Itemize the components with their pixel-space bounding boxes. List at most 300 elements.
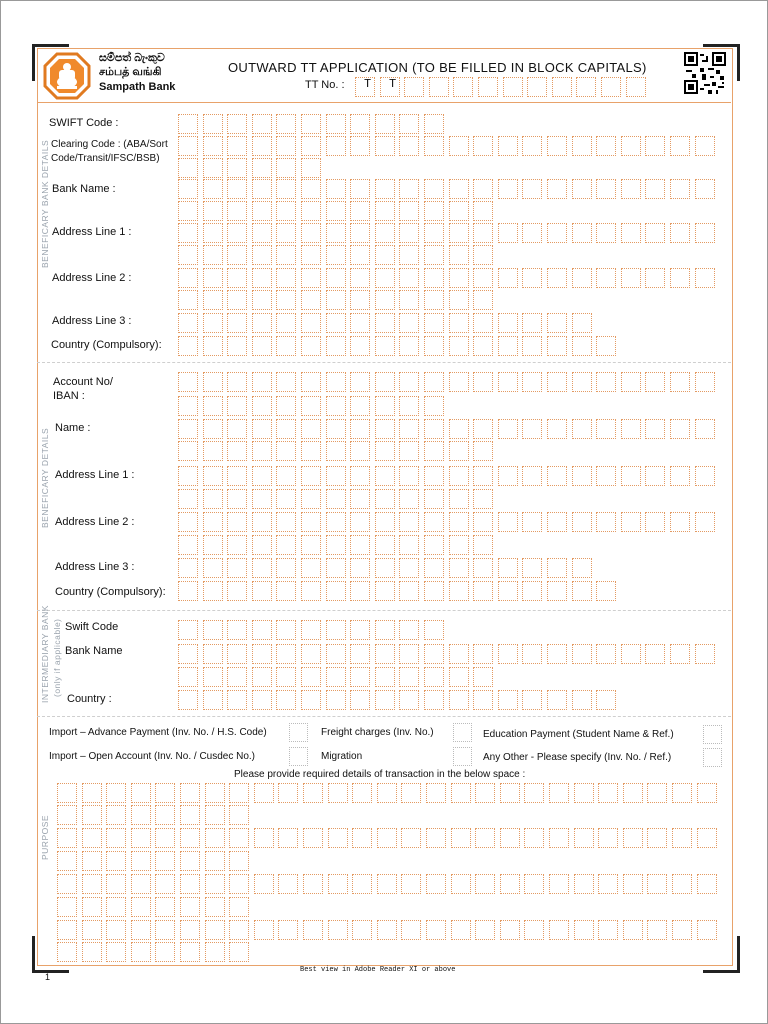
purpose-text-char-box[interactable] bbox=[451, 783, 471, 803]
bank-address-2-char-box[interactable] bbox=[252, 268, 272, 288]
beneficiary-address-2-char-box[interactable] bbox=[498, 512, 518, 532]
bank-address-2-char-box[interactable] bbox=[375, 290, 395, 310]
bank-country-char-box[interactable] bbox=[399, 336, 419, 356]
beneficiary-name-char-box[interactable] bbox=[498, 419, 518, 439]
bank-name-char-box[interactable] bbox=[276, 179, 296, 199]
beneficiary-address-3-char-box[interactable] bbox=[252, 558, 272, 578]
account-no-char-box[interactable] bbox=[276, 372, 296, 392]
purpose-text-char-box[interactable] bbox=[672, 874, 692, 894]
tt-no-char-box[interactable] bbox=[478, 77, 498, 97]
beneficiary-country-char-box[interactable] bbox=[350, 581, 370, 601]
purpose-text-char-box[interactable] bbox=[229, 805, 249, 825]
bank-address-1-char-box[interactable] bbox=[572, 223, 592, 243]
bank-clearing-char-box[interactable] bbox=[227, 158, 247, 178]
purpose-text-char-box[interactable] bbox=[598, 828, 618, 848]
purpose-text-char-box[interactable] bbox=[57, 942, 77, 962]
beneficiary-address-3-char-box[interactable] bbox=[473, 558, 493, 578]
purpose-text-char-box[interactable] bbox=[352, 828, 372, 848]
beneficiary-name-char-box[interactable] bbox=[178, 441, 198, 461]
purpose-text-char-box[interactable] bbox=[598, 783, 618, 803]
intermediary-bank-name-char-box[interactable] bbox=[596, 644, 616, 664]
bank-address-1-char-box[interactable] bbox=[621, 223, 641, 243]
bank-address-3-char-box[interactable] bbox=[203, 313, 223, 333]
bank-swift-char-box[interactable] bbox=[399, 114, 419, 134]
intermediary-swift-char-box[interactable] bbox=[227, 620, 247, 640]
bank-clearing-char-box[interactable] bbox=[596, 136, 616, 156]
intermediary-bank-name-char-box[interactable] bbox=[326, 644, 346, 664]
account-no-char-box[interactable] bbox=[227, 396, 247, 416]
bank-address-2-char-box[interactable] bbox=[424, 290, 444, 310]
intermediary-country-char-box[interactable] bbox=[276, 690, 296, 710]
beneficiary-name-char-box[interactable] bbox=[522, 419, 542, 439]
beneficiary-address-2-char-box[interactable] bbox=[276, 512, 296, 532]
bank-country-char-box[interactable] bbox=[572, 336, 592, 356]
purpose-text-char-box[interactable] bbox=[672, 828, 692, 848]
bank-address-2-char-box[interactable] bbox=[178, 290, 198, 310]
beneficiary-address-1-char-box[interactable] bbox=[522, 466, 542, 486]
bank-address-3-char-box[interactable] bbox=[498, 313, 518, 333]
account-no-char-box[interactable] bbox=[350, 372, 370, 392]
beneficiary-name-char-box[interactable] bbox=[350, 441, 370, 461]
purpose-text-char-box[interactable] bbox=[82, 874, 102, 894]
purpose-text-char-box[interactable] bbox=[254, 828, 274, 848]
bank-name-char-box[interactable] bbox=[178, 179, 198, 199]
beneficiary-address-3-char-box[interactable] bbox=[276, 558, 296, 578]
purpose-text-char-box[interactable] bbox=[672, 783, 692, 803]
bank-address-3-char-box[interactable] bbox=[572, 313, 592, 333]
purpose-text-char-box[interactable] bbox=[328, 828, 348, 848]
bank-name-char-box[interactable] bbox=[252, 179, 272, 199]
purpose-text-char-box[interactable] bbox=[229, 897, 249, 917]
bank-name-char-box[interactable] bbox=[178, 201, 198, 221]
bank-name-char-box[interactable] bbox=[252, 201, 272, 221]
beneficiary-address-1-char-box[interactable] bbox=[301, 489, 321, 509]
bank-name-char-box[interactable] bbox=[596, 179, 616, 199]
bank-name-char-box[interactable] bbox=[424, 179, 444, 199]
bank-address-2-char-box[interactable] bbox=[449, 290, 469, 310]
intermediary-bank-name-char-box[interactable] bbox=[473, 667, 493, 687]
beneficiary-name-char-box[interactable] bbox=[326, 419, 346, 439]
bank-address-3-char-box[interactable] bbox=[424, 313, 444, 333]
purpose-text-char-box[interactable] bbox=[426, 920, 446, 940]
intermediary-country-char-box[interactable] bbox=[178, 690, 198, 710]
bank-clearing-char-box[interactable] bbox=[670, 136, 690, 156]
purpose-text-char-box[interactable] bbox=[352, 920, 372, 940]
tt-no-char-box[interactable] bbox=[626, 77, 646, 97]
bank-address-1-char-box[interactable] bbox=[498, 223, 518, 243]
checkbox-freight[interactable] bbox=[453, 723, 472, 742]
bank-clearing-char-box[interactable] bbox=[178, 158, 198, 178]
purpose-text-char-box[interactable] bbox=[205, 920, 225, 940]
intermediary-country-char-box[interactable] bbox=[572, 690, 592, 710]
purpose-text-char-box[interactable] bbox=[500, 874, 520, 894]
bank-address-1-char-box[interactable] bbox=[350, 223, 370, 243]
bank-address-1-char-box[interactable] bbox=[424, 245, 444, 265]
bank-address-3-char-box[interactable] bbox=[301, 313, 321, 333]
purpose-text-char-box[interactable] bbox=[57, 851, 77, 871]
bank-address-1-char-box[interactable] bbox=[326, 245, 346, 265]
bank-address-1-char-box[interactable] bbox=[375, 245, 395, 265]
intermediary-bank-name-char-box[interactable] bbox=[449, 667, 469, 687]
intermediary-country-char-box[interactable] bbox=[498, 690, 518, 710]
purpose-text-char-box[interactable] bbox=[254, 874, 274, 894]
bank-country-char-box[interactable] bbox=[547, 336, 567, 356]
bank-address-2-char-box[interactable] bbox=[350, 268, 370, 288]
intermediary-country-char-box[interactable] bbox=[326, 690, 346, 710]
purpose-text-char-box[interactable] bbox=[155, 942, 175, 962]
intermediary-bank-name-char-box[interactable] bbox=[350, 644, 370, 664]
purpose-text-char-box[interactable] bbox=[106, 828, 126, 848]
beneficiary-name-char-box[interactable] bbox=[203, 419, 223, 439]
purpose-text-char-box[interactable] bbox=[574, 783, 594, 803]
purpose-text-char-box[interactable] bbox=[82, 942, 102, 962]
bank-address-2-char-box[interactable] bbox=[547, 268, 567, 288]
purpose-text-char-box[interactable] bbox=[57, 783, 77, 803]
bank-address-2-char-box[interactable] bbox=[645, 268, 665, 288]
beneficiary-address-2-char-box[interactable] bbox=[203, 512, 223, 532]
bank-address-1-char-box[interactable] bbox=[326, 223, 346, 243]
bank-name-char-box[interactable] bbox=[498, 179, 518, 199]
purpose-text-char-box[interactable] bbox=[131, 783, 151, 803]
bank-address-2-char-box[interactable] bbox=[522, 268, 542, 288]
bank-country-char-box[interactable] bbox=[301, 336, 321, 356]
beneficiary-name-char-box[interactable] bbox=[276, 419, 296, 439]
beneficiary-name-char-box[interactable] bbox=[473, 441, 493, 461]
purpose-text-char-box[interactable] bbox=[426, 874, 446, 894]
bank-address-1-char-box[interactable] bbox=[276, 245, 296, 265]
bank-clearing-char-box[interactable] bbox=[424, 136, 444, 156]
checkbox-education[interactable] bbox=[703, 725, 722, 744]
purpose-text-char-box[interactable] bbox=[475, 828, 495, 848]
beneficiary-country-char-box[interactable] bbox=[449, 581, 469, 601]
bank-name-char-box[interactable] bbox=[473, 201, 493, 221]
bank-swift-char-box[interactable] bbox=[276, 114, 296, 134]
account-no-char-box[interactable] bbox=[203, 396, 223, 416]
bank-clearing-char-box[interactable] bbox=[203, 136, 223, 156]
bank-swift-char-box[interactable] bbox=[326, 114, 346, 134]
bank-address-2-char-box[interactable] bbox=[621, 268, 641, 288]
purpose-text-char-box[interactable] bbox=[475, 874, 495, 894]
account-no-char-box[interactable] bbox=[695, 372, 715, 392]
tt-no-char-box[interactable] bbox=[503, 77, 523, 97]
account-no-char-box[interactable] bbox=[178, 396, 198, 416]
bank-clearing-char-box[interactable] bbox=[301, 158, 321, 178]
purpose-text-char-box[interactable] bbox=[155, 851, 175, 871]
beneficiary-name-char-box[interactable] bbox=[572, 419, 592, 439]
bank-country-char-box[interactable] bbox=[227, 336, 247, 356]
beneficiary-country-char-box[interactable] bbox=[572, 581, 592, 601]
beneficiary-address-3-char-box[interactable] bbox=[375, 558, 395, 578]
purpose-text-char-box[interactable] bbox=[229, 851, 249, 871]
beneficiary-address-2-char-box[interactable] bbox=[252, 512, 272, 532]
bank-country-char-box[interactable] bbox=[449, 336, 469, 356]
bank-clearing-char-box[interactable] bbox=[203, 158, 223, 178]
beneficiary-address-1-char-box[interactable] bbox=[301, 466, 321, 486]
account-no-char-box[interactable] bbox=[547, 372, 567, 392]
bank-address-1-char-box[interactable] bbox=[399, 245, 419, 265]
beneficiary-country-char-box[interactable] bbox=[276, 581, 296, 601]
intermediary-bank-name-char-box[interactable] bbox=[203, 644, 223, 664]
purpose-text-char-box[interactable] bbox=[82, 805, 102, 825]
purpose-text-char-box[interactable] bbox=[328, 783, 348, 803]
bank-address-2-char-box[interactable] bbox=[399, 268, 419, 288]
intermediary-bank-name-char-box[interactable] bbox=[178, 644, 198, 664]
beneficiary-address-1-char-box[interactable] bbox=[276, 489, 296, 509]
bank-clearing-char-box[interactable] bbox=[498, 136, 518, 156]
beneficiary-address-3-char-box[interactable] bbox=[203, 558, 223, 578]
beneficiary-address-2-char-box[interactable] bbox=[326, 535, 346, 555]
beneficiary-address-2-char-box[interactable] bbox=[227, 535, 247, 555]
purpose-text-char-box[interactable] bbox=[131, 828, 151, 848]
account-no-char-box[interactable] bbox=[326, 396, 346, 416]
bank-address-2-char-box[interactable] bbox=[178, 268, 198, 288]
purpose-text-char-box[interactable] bbox=[180, 897, 200, 917]
purpose-text-char-box[interactable] bbox=[131, 897, 151, 917]
purpose-text-char-box[interactable] bbox=[180, 942, 200, 962]
purpose-text-char-box[interactable] bbox=[647, 874, 667, 894]
beneficiary-address-2-char-box[interactable] bbox=[301, 535, 321, 555]
bank-address-2-char-box[interactable] bbox=[227, 268, 247, 288]
beneficiary-country-char-box[interactable] bbox=[227, 581, 247, 601]
bank-address-3-char-box[interactable] bbox=[178, 313, 198, 333]
beneficiary-address-2-char-box[interactable] bbox=[572, 512, 592, 532]
purpose-text-char-box[interactable] bbox=[131, 805, 151, 825]
bank-address-3-char-box[interactable] bbox=[399, 313, 419, 333]
purpose-text-char-box[interactable] bbox=[106, 942, 126, 962]
bank-clearing-char-box[interactable] bbox=[522, 136, 542, 156]
beneficiary-address-1-char-box[interactable] bbox=[326, 466, 346, 486]
bank-address-3-char-box[interactable] bbox=[522, 313, 542, 333]
beneficiary-address-1-char-box[interactable] bbox=[473, 489, 493, 509]
bank-address-1-char-box[interactable] bbox=[178, 245, 198, 265]
intermediary-bank-name-char-box[interactable] bbox=[498, 644, 518, 664]
tt-no-char-box[interactable] bbox=[380, 77, 400, 97]
bank-swift-char-box[interactable] bbox=[350, 114, 370, 134]
beneficiary-address-2-char-box[interactable] bbox=[276, 535, 296, 555]
bank-address-1-char-box[interactable] bbox=[424, 223, 444, 243]
beneficiary-address-2-char-box[interactable] bbox=[375, 535, 395, 555]
purpose-text-char-box[interactable] bbox=[623, 783, 643, 803]
bank-address-1-char-box[interactable] bbox=[449, 223, 469, 243]
purpose-text-char-box[interactable] bbox=[205, 851, 225, 871]
beneficiary-name-char-box[interactable] bbox=[645, 419, 665, 439]
beneficiary-country-char-box[interactable] bbox=[301, 581, 321, 601]
purpose-text-char-box[interactable] bbox=[229, 920, 249, 940]
intermediary-country-char-box[interactable] bbox=[203, 690, 223, 710]
intermediary-bank-name-char-box[interactable] bbox=[473, 644, 493, 664]
bank-address-2-char-box[interactable] bbox=[449, 268, 469, 288]
purpose-text-char-box[interactable] bbox=[131, 920, 151, 940]
beneficiary-address-2-char-box[interactable] bbox=[399, 535, 419, 555]
purpose-text-char-box[interactable] bbox=[278, 874, 298, 894]
bank-country-char-box[interactable] bbox=[473, 336, 493, 356]
account-no-char-box[interactable] bbox=[375, 396, 395, 416]
bank-clearing-char-box[interactable] bbox=[473, 136, 493, 156]
account-no-char-box[interactable] bbox=[621, 372, 641, 392]
beneficiary-address-1-char-box[interactable] bbox=[424, 466, 444, 486]
bank-country-char-box[interactable] bbox=[498, 336, 518, 356]
beneficiary-address-1-char-box[interactable] bbox=[695, 466, 715, 486]
intermediary-country-char-box[interactable] bbox=[227, 690, 247, 710]
bank-address-1-char-box[interactable] bbox=[178, 223, 198, 243]
purpose-text-char-box[interactable] bbox=[647, 920, 667, 940]
purpose-text-char-box[interactable] bbox=[180, 851, 200, 871]
intermediary-bank-name-char-box[interactable] bbox=[424, 644, 444, 664]
bank-country-char-box[interactable] bbox=[178, 336, 198, 356]
bank-country-char-box[interactable] bbox=[203, 336, 223, 356]
bank-name-char-box[interactable] bbox=[547, 179, 567, 199]
purpose-text-char-box[interactable] bbox=[278, 920, 298, 940]
beneficiary-address-2-char-box[interactable] bbox=[522, 512, 542, 532]
bank-swift-char-box[interactable] bbox=[178, 114, 198, 134]
intermediary-bank-name-char-box[interactable] bbox=[572, 644, 592, 664]
intermediary-swift-char-box[interactable] bbox=[252, 620, 272, 640]
account-no-char-box[interactable] bbox=[227, 372, 247, 392]
intermediary-country-char-box[interactable] bbox=[473, 690, 493, 710]
bank-name-char-box[interactable] bbox=[350, 201, 370, 221]
beneficiary-country-char-box[interactable] bbox=[473, 581, 493, 601]
bank-address-2-char-box[interactable] bbox=[227, 290, 247, 310]
bank-swift-char-box[interactable] bbox=[424, 114, 444, 134]
bank-clearing-char-box[interactable] bbox=[276, 136, 296, 156]
bank-address-2-char-box[interactable] bbox=[276, 290, 296, 310]
purpose-text-char-box[interactable] bbox=[205, 874, 225, 894]
beneficiary-address-3-char-box[interactable] bbox=[449, 558, 469, 578]
purpose-text-char-box[interactable] bbox=[155, 805, 175, 825]
bank-address-1-char-box[interactable] bbox=[547, 223, 567, 243]
purpose-text-char-box[interactable] bbox=[229, 942, 249, 962]
bank-name-char-box[interactable] bbox=[670, 179, 690, 199]
bank-address-2-char-box[interactable] bbox=[424, 268, 444, 288]
beneficiary-address-1-char-box[interactable] bbox=[449, 489, 469, 509]
beneficiary-address-2-char-box[interactable] bbox=[350, 512, 370, 532]
bank-address-2-char-box[interactable] bbox=[375, 268, 395, 288]
purpose-text-char-box[interactable] bbox=[278, 783, 298, 803]
intermediary-bank-name-char-box[interactable] bbox=[670, 644, 690, 664]
bank-name-char-box[interactable] bbox=[203, 201, 223, 221]
intermediary-bank-name-char-box[interactable] bbox=[695, 644, 715, 664]
purpose-text-char-box[interactable] bbox=[524, 920, 544, 940]
beneficiary-name-char-box[interactable] bbox=[276, 441, 296, 461]
beneficiary-address-2-char-box[interactable] bbox=[547, 512, 567, 532]
bank-name-char-box[interactable] bbox=[326, 179, 346, 199]
bank-address-1-char-box[interactable] bbox=[645, 223, 665, 243]
purpose-text-char-box[interactable] bbox=[377, 828, 397, 848]
beneficiary-address-1-char-box[interactable] bbox=[178, 466, 198, 486]
bank-clearing-char-box[interactable] bbox=[572, 136, 592, 156]
account-no-char-box[interactable] bbox=[572, 372, 592, 392]
purpose-text-char-box[interactable] bbox=[623, 828, 643, 848]
account-no-char-box[interactable] bbox=[670, 372, 690, 392]
beneficiary-address-1-char-box[interactable] bbox=[350, 466, 370, 486]
bank-address-2-char-box[interactable] bbox=[326, 290, 346, 310]
checkbox-import-open[interactable] bbox=[289, 747, 308, 766]
intermediary-bank-name-char-box[interactable] bbox=[178, 667, 198, 687]
purpose-text-char-box[interactable] bbox=[106, 897, 126, 917]
purpose-text-char-box[interactable] bbox=[131, 851, 151, 871]
bank-name-char-box[interactable] bbox=[276, 201, 296, 221]
bank-name-char-box[interactable] bbox=[227, 179, 247, 199]
purpose-text-char-box[interactable] bbox=[303, 920, 323, 940]
purpose-text-char-box[interactable] bbox=[82, 897, 102, 917]
bank-clearing-char-box[interactable] bbox=[252, 136, 272, 156]
beneficiary-address-1-char-box[interactable] bbox=[498, 466, 518, 486]
beneficiary-name-char-box[interactable] bbox=[252, 441, 272, 461]
bank-address-1-char-box[interactable] bbox=[227, 223, 247, 243]
purpose-text-char-box[interactable] bbox=[623, 874, 643, 894]
purpose-text-char-box[interactable] bbox=[401, 920, 421, 940]
beneficiary-address-2-char-box[interactable] bbox=[399, 512, 419, 532]
beneficiary-address-2-char-box[interactable] bbox=[449, 512, 469, 532]
bank-address-3-char-box[interactable] bbox=[252, 313, 272, 333]
beneficiary-address-1-char-box[interactable] bbox=[449, 466, 469, 486]
purpose-text-char-box[interactable] bbox=[475, 783, 495, 803]
beneficiary-name-char-box[interactable] bbox=[424, 419, 444, 439]
beneficiary-address-1-char-box[interactable] bbox=[203, 489, 223, 509]
bank-address-1-char-box[interactable] bbox=[227, 245, 247, 265]
beneficiary-name-char-box[interactable] bbox=[424, 441, 444, 461]
beneficiary-address-1-char-box[interactable] bbox=[670, 466, 690, 486]
beneficiary-address-1-char-box[interactable] bbox=[621, 466, 641, 486]
account-no-char-box[interactable] bbox=[252, 396, 272, 416]
intermediary-country-char-box[interactable] bbox=[449, 690, 469, 710]
bank-address-1-char-box[interactable] bbox=[276, 223, 296, 243]
intermediary-swift-char-box[interactable] bbox=[326, 620, 346, 640]
beneficiary-address-1-char-box[interactable] bbox=[424, 489, 444, 509]
beneficiary-address-3-char-box[interactable] bbox=[301, 558, 321, 578]
bank-address-1-char-box[interactable] bbox=[596, 223, 616, 243]
beneficiary-address-2-char-box[interactable] bbox=[645, 512, 665, 532]
purpose-text-char-box[interactable] bbox=[106, 805, 126, 825]
intermediary-bank-name-char-box[interactable] bbox=[252, 644, 272, 664]
beneficiary-address-1-char-box[interactable] bbox=[473, 466, 493, 486]
bank-swift-char-box[interactable] bbox=[227, 114, 247, 134]
beneficiary-address-1-char-box[interactable] bbox=[203, 466, 223, 486]
purpose-text-char-box[interactable] bbox=[475, 920, 495, 940]
purpose-text-char-box[interactable] bbox=[401, 828, 421, 848]
beneficiary-address-1-char-box[interactable] bbox=[596, 466, 616, 486]
beneficiary-address-2-char-box[interactable] bbox=[203, 535, 223, 555]
beneficiary-name-char-box[interactable] bbox=[326, 441, 346, 461]
intermediary-bank-name-char-box[interactable] bbox=[203, 667, 223, 687]
intermediary-bank-name-char-box[interactable] bbox=[375, 667, 395, 687]
purpose-text-char-box[interactable] bbox=[229, 828, 249, 848]
purpose-text-char-box[interactable] bbox=[549, 920, 569, 940]
purpose-text-char-box[interactable] bbox=[155, 874, 175, 894]
purpose-text-char-box[interactable] bbox=[57, 920, 77, 940]
intermediary-swift-char-box[interactable] bbox=[350, 620, 370, 640]
bank-address-2-char-box[interactable] bbox=[473, 290, 493, 310]
beneficiary-address-2-char-box[interactable] bbox=[326, 512, 346, 532]
bank-clearing-char-box[interactable] bbox=[301, 136, 321, 156]
intermediary-swift-char-box[interactable] bbox=[301, 620, 321, 640]
purpose-text-char-box[interactable] bbox=[254, 920, 274, 940]
purpose-text-char-box[interactable] bbox=[278, 828, 298, 848]
bank-address-3-char-box[interactable] bbox=[473, 313, 493, 333]
bank-name-char-box[interactable] bbox=[695, 179, 715, 199]
intermediary-bank-name-char-box[interactable] bbox=[399, 644, 419, 664]
tt-no-char-box[interactable] bbox=[404, 77, 424, 97]
tt-no-char-box[interactable] bbox=[355, 77, 375, 97]
purpose-text-char-box[interactable] bbox=[303, 783, 323, 803]
bank-address-2-char-box[interactable] bbox=[276, 268, 296, 288]
bank-name-char-box[interactable] bbox=[645, 179, 665, 199]
bank-address-1-char-box[interactable] bbox=[252, 245, 272, 265]
bank-country-char-box[interactable] bbox=[424, 336, 444, 356]
account-no-char-box[interactable] bbox=[645, 372, 665, 392]
intermediary-swift-char-box[interactable] bbox=[375, 620, 395, 640]
bank-address-1-char-box[interactable] bbox=[473, 223, 493, 243]
